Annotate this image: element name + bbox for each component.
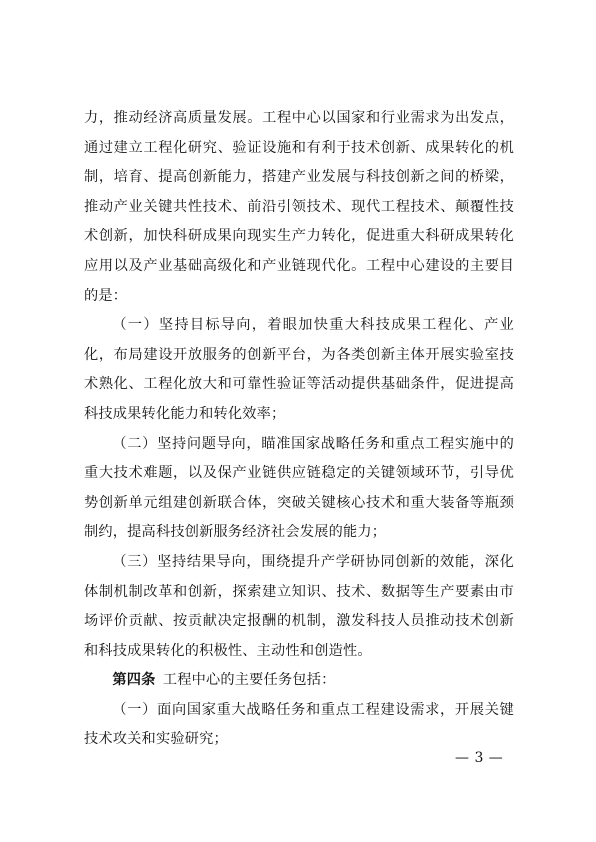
document-body: [84, 104, 514, 755]
paragraph-text: （一）坚持目标导向，着眼加快重大科技成果工程化、产业化，布局建设开放服务的创新平台，为各类创新主体开展实验室技术熟化、工程化放大和可靠性验证等活动提供基础条件，促进提高科技成果转化能力和转化效率；: [84, 317, 514, 422]
paragraph-text: （一）面向国家重大战略任务和重点工程建设需求，开展关键技术攻关和实验研究；: [84, 701, 514, 748]
paragraph-text: （三）坚持结果导向，围绕提升产学研协同创新的效能，深化体制机制改革和创新，探索建立知识、技术、数据等生产要素由市场评价贡献、按贡献决定报酬的机制，激发科技人员推动技术创新和科技成果转化的积极性、主动性和创造性。: [84, 553, 514, 659]
paragraph-5: [84, 666, 514, 696]
article-heading: 第四条: [112, 672, 156, 689]
paragraph-text: （二）坚持问题导向，瞄准国家战略任务和重点工程实施中的重大技术难题，以及保产业链供应链稳定的关键领域环节，引导优势创新单元组建创新联合体，突破关键核心技术和重大装备等瓶颈制约，提高科技创新服务经济社会发展的能力；: [84, 435, 514, 541]
paragraph-text: 工程中心的主要任务包括：: [162, 672, 336, 689]
page-number: — 3 —: [455, 750, 504, 766]
paragraph-1: [84, 104, 514, 311]
paragraph-text: 力，推动经济高质量发展。工程中心以国家和行业需求为出发点，通过建立工程化研究、验证设施和有利于技术创新、成果转化的机制，培育、提高创新能力，搭建产业发展与科技创新之间的桥梁，推动产业关键共性技术、前沿引领技术、现代工程技术、颠覆性技术创新，加快科研成果向现实生产力转化，促进重大科研成果转化应用以及产业基础高级化和产业链现代化。工程中心建设的主要目的是：: [84, 110, 514, 304]
paragraph-6: [84, 696, 514, 755]
paragraph-3: [84, 430, 514, 548]
paragraph-4: [84, 548, 514, 666]
paragraph-2: [84, 311, 514, 429]
